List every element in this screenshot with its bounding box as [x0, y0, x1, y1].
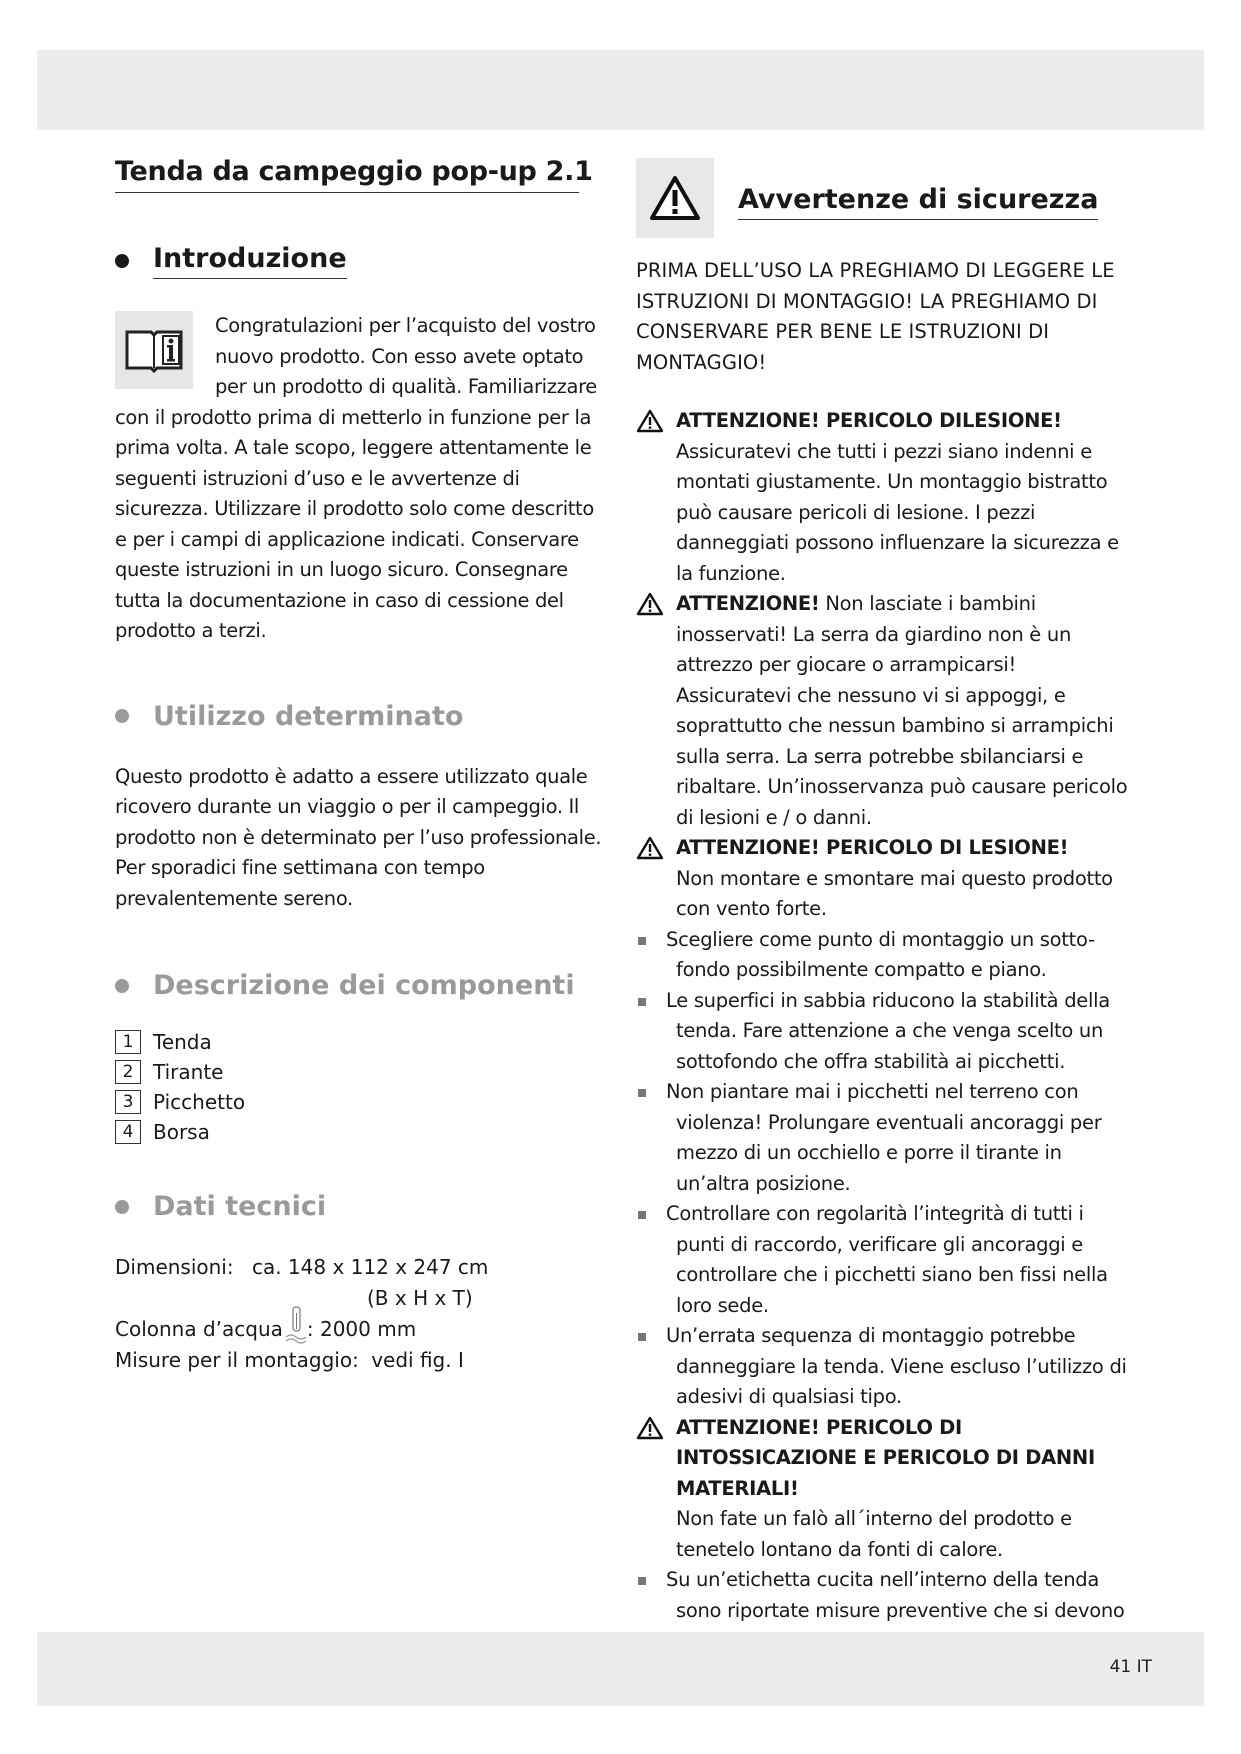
spec-value: ca. 148 x 112 x 247 cm: [251, 1255, 489, 1279]
number-box: 1: [115, 1030, 141, 1054]
bullet-item: [636, 1321, 1128, 1413]
water-column-icon: [285, 1305, 307, 1345]
bullet-item: [636, 1199, 1128, 1321]
square-bullet-icon: [638, 1211, 646, 1219]
spec-water-column: [115, 1314, 605, 1345]
warning-label: ATTENZIONE! PERICOLO DILESIONE!: [676, 409, 1062, 432]
warning-triangle-icon: [636, 409, 664, 433]
warning-item: [636, 406, 1128, 589]
warning-text: Assicuratevi che tutti i pezzi siano indenni e montati giustamente. Un montaggio bistratto può causare pericoli di lesione. I pezzi danneggiati possono influenzare la sicurezza e la funzione.: [676, 439, 1119, 585]
warning-label: ATTENZIONE! PERICOLO DI LESIONE!: [676, 836, 1069, 859]
bullet-continuation: sono riportate misure preventive che si devono: [676, 1598, 1125, 1622]
warning-triangle-icon: [636, 836, 664, 860]
number-box: 3: [115, 1090, 141, 1114]
component-label: Tenda: [153, 1030, 212, 1054]
number-box: 4: [115, 1120, 141, 1144]
left-column: [115, 150, 605, 1376]
usage-heading-text: Utilizzo determinato: [153, 700, 464, 732]
tech-specs: [115, 1252, 605, 1376]
components-list: [115, 1027, 605, 1147]
spec-dimensions: [115, 1252, 605, 1283]
warning-label: ATTENZIONE!: [676, 592, 820, 615]
spec-value: : 2000 mm: [306, 1317, 417, 1341]
warning-label: ATTENZIONE! PERICOLO DI INTOSSICAZIONE E PERICOLO DI DANNI MATERIALI!: [676, 1415, 1095, 1500]
square-bullet-icon: [638, 937, 646, 945]
spec-value: vedi fig. I: [371, 1348, 464, 1372]
number-box: 2: [115, 1060, 141, 1084]
bullet-first-line: Le superfici in sabbia riducono la stabilità della: [666, 988, 1110, 1012]
list-item: [115, 1027, 605, 1057]
bullet-dot-icon: [115, 979, 129, 993]
bullet-dot-icon: [115, 254, 129, 268]
spec-dimension-axes: [115, 1283, 605, 1314]
warning-item: [636, 589, 1128, 833]
list-item: [115, 1117, 605, 1147]
square-bullet-icon: [638, 1089, 646, 1097]
intro-heading-text: Introduzione: [153, 243, 347, 279]
bullet-item: [636, 986, 1128, 1078]
bullet-continuation: punti di raccordo, verificare gli ancoraggi e controllare che i picchetti siano ben fissi nella loro sede.: [676, 1232, 1108, 1317]
warning-text: Non lasciate i bambini inosservati! La serra da giardino non è un attrezzo per giocare o arrampicarsi! Assicuratevi che nessuno vi si appoggi, e soprattutto che nessun bambino si arrampichi sulla serra. La serra potrebbe sbilanciarsi e ribaltare. Un’inosservanza può causare pericolo di lesioni e / o danni.: [676, 592, 1128, 829]
components-heading-text: Descrizione dei componenti: [153, 970, 575, 1001]
bullet-item: [636, 1565, 1128, 1626]
product-title: Tenda da campeggio pop-up 2.1: [115, 156, 579, 193]
bullet-first-line: Un’errata sequenza di montaggio potrebbe: [666, 1324, 1076, 1347]
bullet-dot-icon: [115, 1200, 129, 1214]
component-label: Tirante: [153, 1060, 224, 1084]
safety-heading: [636, 158, 1128, 238]
bullet-first-line: Scegliere come punto di montaggio un sotto-: [666, 927, 1095, 951]
safety-list: [636, 406, 1128, 1626]
right-column: [636, 150, 1128, 1626]
bullet-dot-icon: [115, 709, 129, 723]
bullet-continuation: danneggiare la tenda. Viene escluso l’utilizzo di adesivi di qualsiasi tipo.: [676, 1354, 1127, 1408]
warning-text: Non montare e smontare mai questo prodotto con vento forte.: [676, 866, 1113, 920]
bullet-first-line: Su un’etichetta cucita nell’interno della tenda: [666, 1568, 1100, 1591]
component-label: Borsa: [153, 1120, 210, 1144]
bullet-item: [636, 925, 1128, 986]
intro-heading: [115, 243, 605, 279]
bullet-continuation: fondo possibilmente compatto e piano.: [676, 958, 1047, 981]
footer-band: [37, 1632, 1204, 1706]
warning-triangle-icon: [636, 1416, 664, 1440]
warning-triangle-icon: [636, 158, 714, 238]
components-heading: [115, 970, 605, 1001]
bullet-continuation: violenza! Prolungare eventuali ancoraggi per mezzo di un occhiello e porre il tirante in un’altra posizione.: [676, 1110, 1102, 1195]
warning-text: Non fate un falò all´interno del prodotto e tenetelo lontano da fonti di calore.: [676, 1507, 1072, 1561]
bullet-first-line: Non piantare mai i picchetti nel terreno con: [666, 1080, 1079, 1103]
intro-text: Congratulazioni per l’acquisto del vostro nuovo prodotto. Con esso avete optato per un prodotto di qualità. Familiarizzare con il prodotto prima di metterlo in funzione per la prima volta. A tale scopo, leggere attentamente le seguenti istruzioni d’uso e le avvertenze di sicurezza. Utilizzare il prodotto solo come descritto e per i campi di applicazione indicati. Conservare queste istruzioni in un luogo sicuro. Consegnare tutta la documentazione in caso di cessione del prodotto a terzi.: [115, 314, 597, 642]
warning-item: [636, 1413, 1128, 1566]
spec-axes-text: (B x H x T): [367, 1286, 473, 1310]
warning-item: [636, 833, 1128, 925]
list-item: [115, 1057, 605, 1087]
page-number: 41 IT: [1109, 1657, 1152, 1677]
list-item: [115, 1087, 605, 1117]
component-label: Picchetto: [153, 1090, 246, 1114]
bullet-item: [636, 1077, 1128, 1199]
usage-heading: [115, 701, 605, 732]
spec-mounting: [115, 1345, 605, 1376]
square-bullet-icon: [638, 998, 646, 1006]
square-bullet-icon: [638, 1577, 646, 1585]
tech-heading-text: Dati tecnici: [153, 1191, 327, 1222]
spec-label: Colonna d’acqua: [115, 1317, 283, 1341]
spec-label: Dimensioni:: [115, 1255, 234, 1279]
safety-title: Avvertenze di sicurezza: [738, 184, 1098, 220]
caps-notice: PRIMA DELL’USO LA PREGHIAMO DI LEGGERE LE ISTRUZIONI DI MONTAGGIO! LA PREGHIAMO DI CONSERVARE PER BENE LE ISTRUZIONI DI MONTAGGIO!: [636, 259, 1115, 374]
tech-heading: [115, 1191, 605, 1222]
bullet-continuation: tenda. Fare attenzione a che venga scelto un sottofondo che offra stabilità ai picchetti.: [676, 1019, 1104, 1073]
bullet-first-line: Controllare con regolarità l’integrità di tutti i: [666, 1202, 1084, 1225]
usage-text: Questo prodotto è adatto a essere utilizzato quale ricovero durante un viaggio o per il campeggio. Il prodotto non è determinato per l’uso professionale. Per sporadici fine settimana con tempo prevalentemente sereno.: [115, 764, 602, 910]
header-band: [37, 50, 1204, 130]
square-bullet-icon: [638, 1333, 646, 1341]
spec-label: Misure per il montaggio:: [115, 1348, 359, 1372]
warning-triangle-icon: [636, 592, 664, 616]
info-book-icon: [115, 311, 193, 389]
